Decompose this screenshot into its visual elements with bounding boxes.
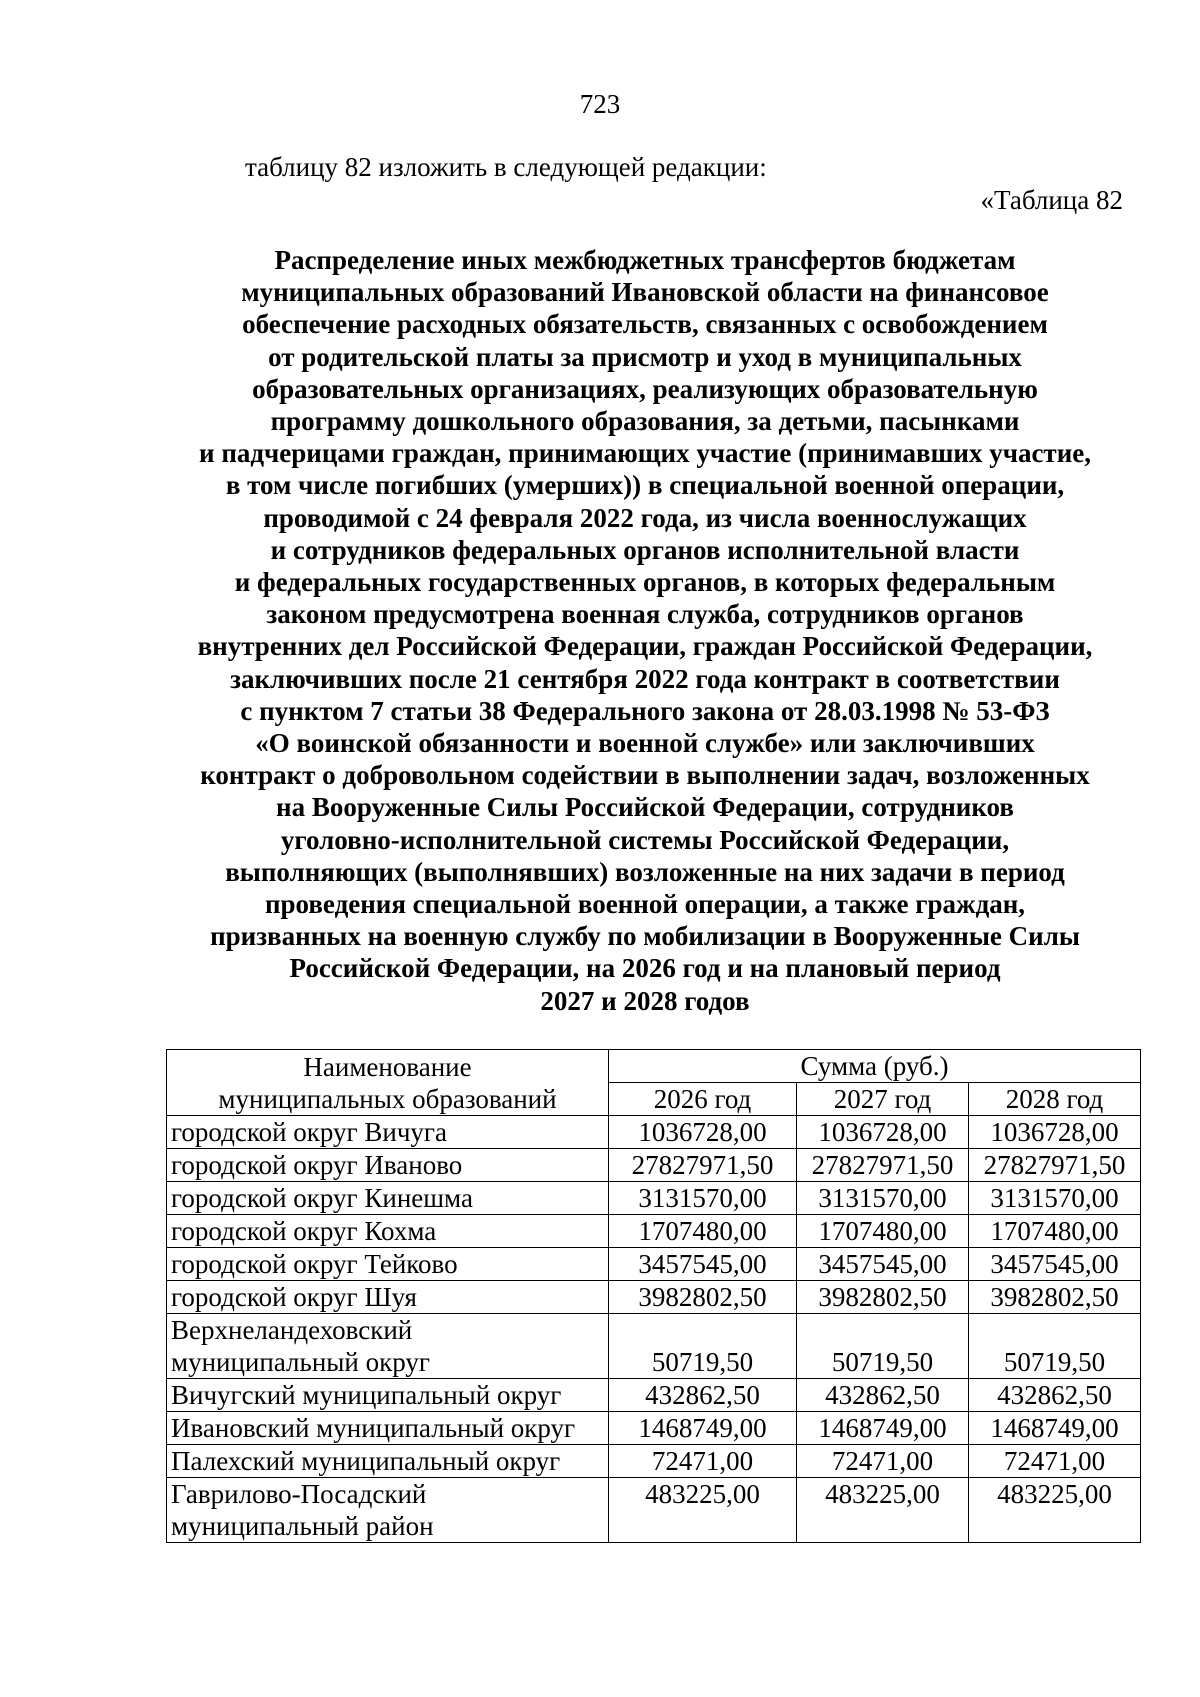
heading-line: от родительской платы за присмотр и уход в муниципальных [268,341,1022,372]
distribution-table-body [167,1050,1141,1543]
amount-2027-cell: 72471,00 [797,1445,969,1478]
header-sum-cell: Сумма (руб.) [609,1050,1141,1083]
table-row [167,1478,1141,1543]
header-year-2028: 2028 год [969,1083,1141,1116]
heading-line: и федеральных государственных органов, в которых федеральным [234,567,1056,598]
table-header-row [167,1050,1141,1083]
amount-2027-cell: 50719,50 [797,1314,969,1379]
heading-line: «О воинской обязанности и военной службе» или заключивших [255,728,1035,759]
amount-2026-cell: 483225,00 [609,1478,797,1543]
table-row [167,1182,1141,1215]
table-heading [150,244,1140,1017]
amount-2027-cell: 432862,50 [797,1379,969,1412]
amount-2026-cell: 3982802,50 [609,1281,797,1314]
municipality-name: городской округ Вичуга [171,1117,447,1147]
table-row [167,1149,1141,1182]
table-row [167,1379,1141,1412]
municipality-name: городской округ Кохма [171,1216,437,1246]
table-row [167,1314,1141,1379]
municipality-name-cell [167,1182,609,1215]
amount-2026-cell: 1468749,00 [609,1412,797,1445]
amount-2026-cell: 3457545,00 [609,1248,797,1281]
municipality-name-cell [167,1412,609,1445]
heading-line: контракт о добровольном содействии в выполнении задач, возложенных [200,760,1090,791]
heading-line: выполняющих (выполнявших) возложенные на них задачи в период [225,856,1065,887]
header-name-cell [167,1050,609,1116]
amount-2028-cell: 1707480,00 [969,1215,1141,1248]
amount-2028-cell: 3131570,00 [969,1182,1141,1215]
amount-2028-cell: 50719,50 [969,1314,1141,1379]
municipality-name-cell [167,1116,609,1149]
heading-line: образовательных организациях, реализующих образовательную [252,373,1038,404]
municipality-name-line2: муниципальный район [171,1511,434,1541]
amount-2027-cell: 1468749,00 [797,1412,969,1445]
amount-2027-cell: 3457545,00 [797,1248,969,1281]
header-year-2027: 2027 год [797,1083,969,1116]
table-row [167,1445,1141,1478]
amount-2028-cell: 483225,00 [969,1478,1141,1543]
table-row [167,1412,1141,1445]
heading-line: законом предусмотрена военная служба, сотрудников органов [266,599,1024,630]
municipality-name-cell [167,1248,609,1281]
heading-line: проведения специальной военной операции, а также граждан, [264,889,1026,920]
heading-line: призванных на военную службу по мобилизации в Вооруженные Силы [210,921,1080,952]
intro-line: таблицу 82 изложить в следующей редакции: [245,152,767,182]
heading-line: заключивших после 21 сентября 2022 года контракт в соответствии [230,663,1060,694]
heading-line: внутренних дел Российской Федерации, граждан Российской Федерации, [197,631,1093,662]
amount-2026-cell: 27827971,50 [609,1149,797,1182]
amount-2026-cell: 1707480,00 [609,1215,797,1248]
amount-2028-cell: 1036728,00 [969,1116,1141,1149]
heading-line: 2027 и 2028 годов [540,985,750,1016]
heading-line: с пунктом 7 статьи 38 Федерального закона от 28.03.1998 № 53-ФЗ [240,695,1050,726]
amount-2028-cell: 1468749,00 [969,1412,1141,1445]
municipality-name: Гаврилово-Посадский [171,1479,427,1509]
amount-2027-cell: 483225,00 [797,1478,969,1543]
amount-2027-cell: 3982802,50 [797,1281,969,1314]
amount-2026-cell: 72471,00 [609,1445,797,1478]
table-row [167,1215,1141,1248]
municipality-name-cell [167,1314,609,1379]
heading-line: муниципальных образований Ивановской области на финансовое [241,277,1049,308]
amount-2027-cell: 1036728,00 [797,1116,969,1149]
municipality-name: Палехский муниципальный округ [171,1446,561,1476]
municipality-name: Ивановский муниципальный округ [171,1413,576,1443]
municipality-name-cell [167,1149,609,1182]
amount-2027-cell: 27827971,50 [797,1149,969,1182]
heading-line: Распределение иных межбюджетных трансфертов бюджетам [274,245,1016,275]
amount-2026-cell: 1036728,00 [609,1116,797,1149]
amount-2026-cell: 3131570,00 [609,1182,797,1215]
amount-2027-cell: 3131570,00 [797,1182,969,1215]
heading-line: и сотрудников федеральных органов исполнительной власти [270,534,1020,565]
amount-2026-cell: 50719,50 [609,1314,797,1379]
heading-line: уголовно-исполнительной системы Российской Федерации, [280,824,1010,855]
distribution-table [166,1049,1141,1543]
heading-line: обеспечение расходных обязательств, связанных с освобождением [242,309,1048,340]
municipality-name: Верхнеландеховский [171,1315,413,1345]
municipality-name: Вичугский муниципальный округ [171,1380,562,1410]
municipality-name-cell [167,1445,609,1478]
heading-line: программу дошкольного образования, за детьми, пасынками [270,406,1020,437]
municipality-name-cell [167,1478,609,1543]
heading-line: проводимой с 24 февраля 2022 года, из числа военнослужащих [263,502,1027,533]
amount-2028-cell: 27827971,50 [969,1149,1141,1182]
municipality-name: городской округ Тейково [171,1249,458,1279]
municipality-name-line2: муниципальный округ [171,1347,430,1377]
amount-2026-cell: 432862,50 [609,1379,797,1412]
page-number: 723 [579,89,621,119]
amount-2027-cell: 1707480,00 [797,1215,969,1248]
table-row [167,1248,1141,1281]
amount-2028-cell: 72471,00 [969,1445,1141,1478]
heading-line: Российской Федерации, на 2026 год и на плановый период [289,953,1001,984]
amount-2028-cell: 432862,50 [969,1379,1141,1412]
amount-2028-cell: 3982802,50 [969,1281,1141,1314]
municipality-name: городской округ Кинешма [171,1183,473,1213]
heading-line: в том числе погибших (умерших)) в специальной военной операции, [225,470,1065,501]
table-row [167,1281,1141,1314]
header-name-line2: муниципальных образований [218,1083,557,1114]
municipality-name: городской округ Иваново [171,1150,463,1180]
municipality-name: городской округ Шуя [171,1282,417,1312]
municipality-name-cell [167,1215,609,1248]
header-year-2026: 2026 год [609,1083,797,1116]
header-name-line1: Наименование [303,1051,472,1082]
amount-2028-cell: 3457545,00 [969,1248,1141,1281]
municipality-name-cell [167,1281,609,1314]
municipality-name-cell [167,1379,609,1412]
table-row [167,1116,1141,1149]
heading-line: и падчерицами граждан, принимающих участие (принимавших участие, [199,438,1091,469]
table-label: «Таблица 82 [980,185,1123,215]
heading-line: на Вооруженные Силы Российской Федерации, сотрудников [276,792,1014,823]
